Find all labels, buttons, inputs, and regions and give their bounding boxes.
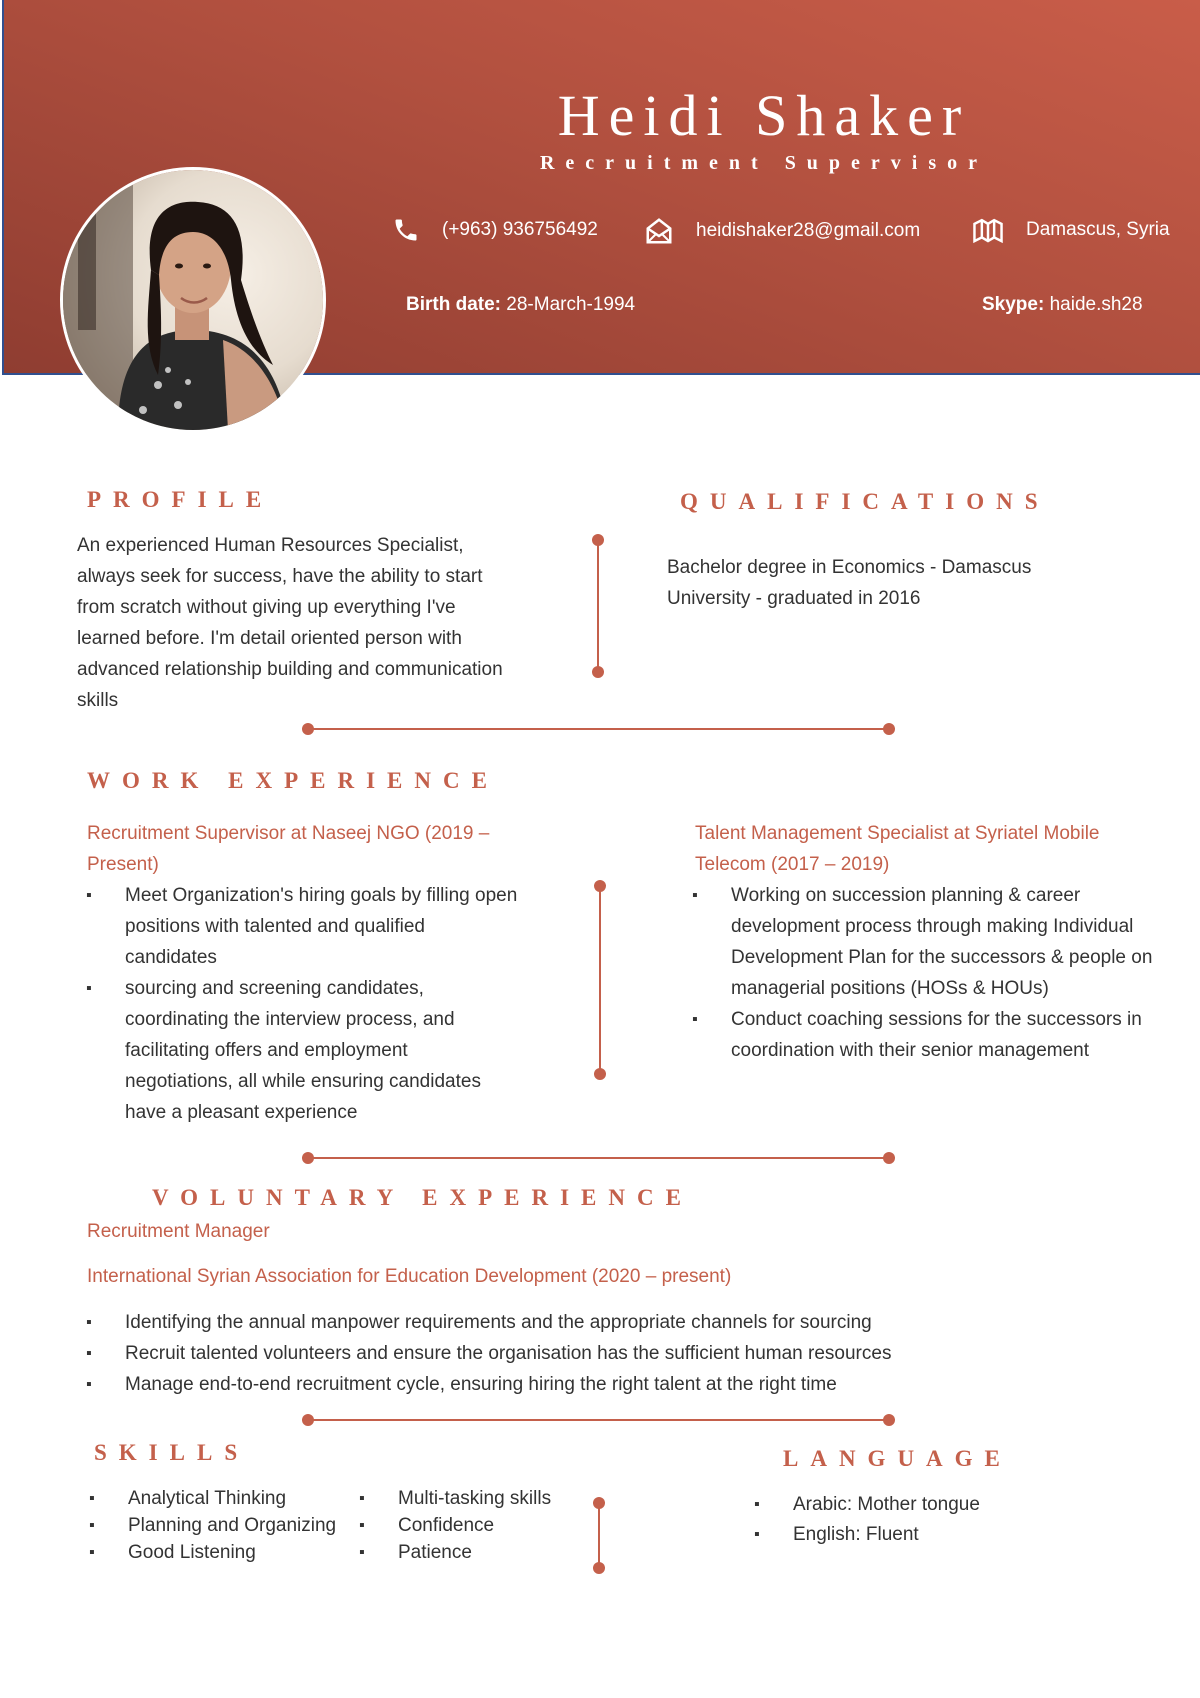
language-heading: LANGUAGE (783, 1446, 1012, 1471)
list-item: ▪ Confidence (353, 1512, 593, 1539)
skype-label: Skype: (982, 294, 1045, 315)
horizontal-divider (308, 1157, 890, 1159)
list-item: ▪ Identifying the annual manpower requirements and the appropriate channels for sourcing (80, 1307, 1130, 1338)
divider-dot (883, 1414, 895, 1426)
vertical-divider (598, 1503, 600, 1568)
mail-icon (644, 216, 674, 246)
list-item: ▪ Meet Organization's hiring goals by filling open positions with talented and qualified candidates (80, 880, 520, 973)
profile-photo (63, 170, 323, 430)
divider-dot (594, 880, 606, 892)
list-item: ▪ Multi-tasking skills (353, 1485, 593, 1512)
skills-list-1 (83, 1485, 363, 1566)
divider-dot (883, 1152, 895, 1164)
phone-contact[interactable] (392, 216, 598, 244)
divider-dot (592, 666, 604, 678)
job-2-bullets (686, 880, 1166, 1066)
phone-number: (+963) 936756492 (442, 219, 598, 240)
voluntary-bullets (80, 1307, 1130, 1400)
voluntary-org: International Syrian Association for Education Development (2020 – present) (87, 1266, 732, 1287)
horizontal-divider (308, 1419, 890, 1421)
skills-list-2 (353, 1485, 593, 1566)
divider-dot (302, 1414, 314, 1426)
birth-date (406, 294, 635, 316)
voluntary-heading: VOLUNTARY EXPERIENCE (152, 1185, 693, 1210)
profile-heading: PROFILE (87, 487, 274, 512)
divider-dot (594, 1068, 606, 1080)
list-item: ▪ Good Listening (83, 1539, 363, 1566)
phone-icon (392, 216, 420, 244)
voluntary-role: Recruitment Manager (87, 1221, 270, 1242)
skype (982, 294, 1143, 316)
list-item: ▪ Arabic: Mother tongue (748, 1490, 1108, 1520)
qualifications-heading: QUALIFICATIONS (680, 489, 1050, 514)
job-title: Recruitment Supervisor (539, 152, 989, 174)
divider-dot (302, 723, 314, 735)
birth-date-value: 28-March-1994 (506, 294, 636, 315)
list-item: ▪ Patience (353, 1539, 593, 1566)
language-list (748, 1490, 1108, 1550)
list-item: ▪ English: Fluent (748, 1520, 1108, 1550)
email-contact[interactable] (644, 216, 920, 246)
birth-date-label: Birth date: (406, 294, 501, 315)
vertical-divider (599, 886, 601, 1074)
map-icon (972, 216, 1004, 244)
skype-value: haide.sh28 (1049, 294, 1143, 315)
list-item: ▪ Conduct coaching sessions for the successors in coordination with their senior management (686, 1004, 1166, 1066)
divider-dot (883, 723, 895, 735)
list-item: ▪ Recruit talented volunteers and ensure the organisation has the sufficient human resources (80, 1338, 1130, 1369)
divider-dot (593, 1562, 605, 1574)
job-title-2: Talent Management Specialist at Syriatel Mobile Telecom (2017 – 2019) (695, 823, 1100, 875)
profile-text: An experienced Human Resources Specialist, always seek for success, have the ability to start from scratch without giving up everything I've learned before. I'm detail oriented person with advanced relationship building and communication skills (77, 535, 503, 711)
work-heading: WORK EXPERIENCE (87, 768, 499, 793)
job-1-bullets (80, 880, 520, 1128)
list-item: ▪ Manage end-to-end recruitment cycle, ensuring hiring the right talent at the right time (80, 1369, 1130, 1400)
location-contact (972, 216, 1170, 244)
email-address: heidishaker28@gmail.com (696, 220, 921, 241)
list-item: ▪ Planning and Organizing (83, 1512, 363, 1539)
list-item: ▪ sourcing and screening candidates, coordinating the interview process, and facilitating offers and employment negotiations, all while ensuring candidates have a pleasant experience (80, 973, 520, 1128)
divider-dot (592, 534, 604, 546)
candidate-name: Heidi Shaker (557, 83, 971, 148)
qualifications-text: Bachelor degree in Economics - Damascus University - graduated in 2016 (667, 557, 1032, 609)
list-item: ▪ Working on succession planning & career development process through making Individual Development Plan for the successors & people on managerial positions (HOSs & HOUs) (686, 880, 1166, 1004)
divider-dot (593, 1497, 605, 1509)
location-text: Damascus, Syria (1026, 219, 1170, 240)
skills-heading: SKILLS (94, 1440, 250, 1465)
job-title-1: Recruitment Supervisor at Naseej NGO (2019 – Present) (87, 823, 490, 875)
horizontal-divider (308, 728, 890, 730)
divider-dot (302, 1152, 314, 1164)
vertical-divider (597, 540, 599, 672)
list-item: ▪ Analytical Thinking (83, 1485, 363, 1512)
